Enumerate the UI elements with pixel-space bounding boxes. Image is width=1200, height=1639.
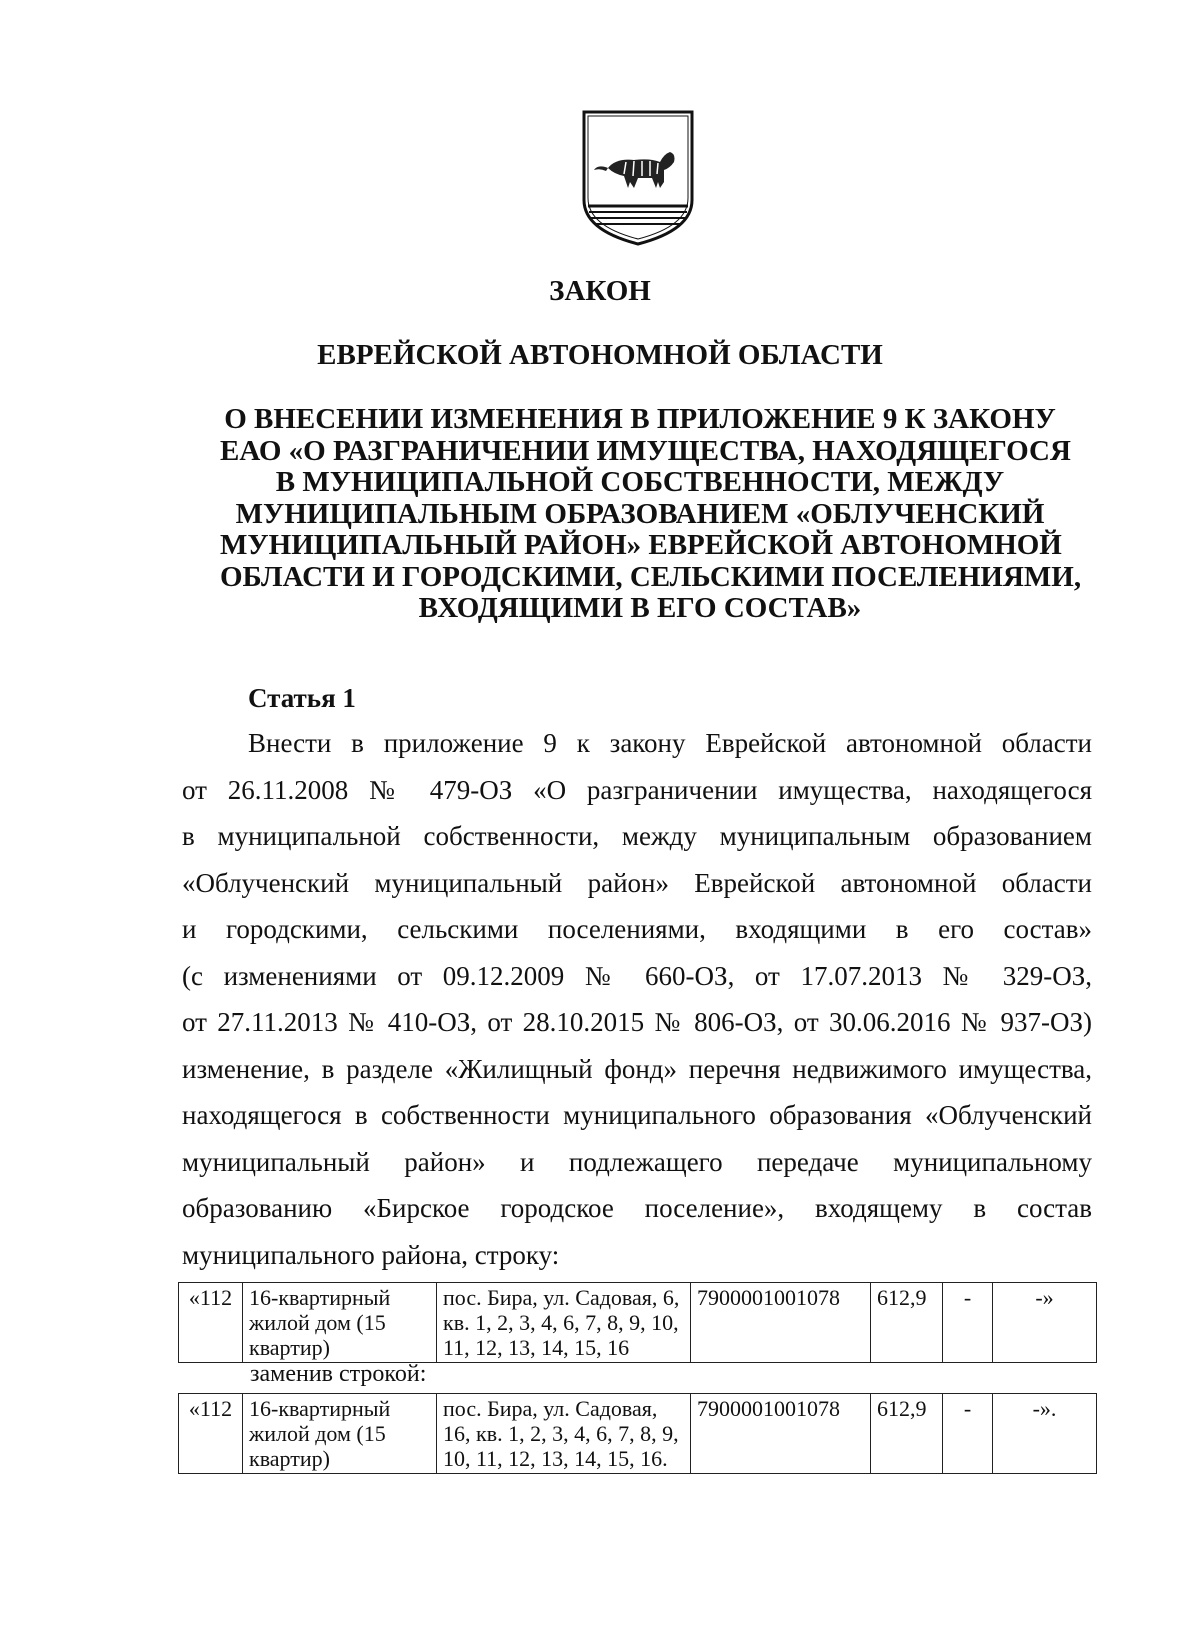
law-subject-line: ОБЛАСТИ И ГОРОДСКИМИ, СЕЛЬСКИМИ ПОСЕЛЕНИЯМИ, — [220, 560, 1082, 593]
article-line: изменение, в разделе «Жилищный фонд» перечня недвижимого имущества, — [182, 1053, 1092, 1084]
article-body — [182, 720, 1092, 1278]
article-line: образованию «Бирское городское поселение», входящему в состав — [182, 1193, 1092, 1223]
article-line: «Облученский муниципальный район» Еврейской автономной области — [182, 867, 1092, 898]
article-line: Внести в приложение 9 к закону Еврейской автономной области — [248, 728, 1092, 758]
coat-of-arms-tiger-icon — [578, 108, 698, 248]
object-name: 16-квартирный жилой дом (15 квартир) — [243, 1283, 437, 1363]
object-area: 612,9 — [871, 1394, 943, 1474]
empty-cell: - — [943, 1394, 993, 1474]
article-line: муниципальный район» и подлежащего передаче муниципальному — [182, 1146, 1092, 1177]
old-row-table — [178, 1282, 1097, 1363]
law-title: ЗАКОН — [549, 275, 651, 307]
law-subject-line: ЕАО «О РАЗГРАНИЧЕНИИ ИМУЩЕСТВА, НАХОДЯЩЕГОСЯ — [220, 434, 1071, 467]
region-title: ЕВРЕЙСКОЙ АВТОНОМНОЙ ОБЛАСТИ — [317, 339, 883, 371]
article-line: в муниципальной собственности, между муниципальным образованием — [182, 821, 1092, 851]
table-row — [179, 1394, 1097, 1474]
new-row-table — [178, 1393, 1097, 1474]
empty-cell: - — [943, 1283, 993, 1363]
registry-code: 7900001001078 — [691, 1394, 871, 1474]
object-area: 612,9 — [871, 1283, 943, 1363]
table-row — [179, 1283, 1097, 1363]
article-line: находящегося в собственности муниципального образования «Облученский — [182, 1100, 1092, 1130]
law-subject — [220, 403, 1082, 625]
replacement-label: заменив строкой: — [250, 1361, 427, 1387]
article-line: и городскими, сельскими поселениями, входящими в его состав» — [182, 914, 1092, 944]
object-address: пос. Бира, ул. Садовая, 16, кв. 1, 2, 3, 4, 6, 7, 8, 9, 10, 11, 12, 13, 14, 15, 16. — [437, 1394, 691, 1474]
law-subject-line: ВХОДЯЩИМИ В ЕГО СОСТАВ» — [418, 592, 862, 624]
article-line: от 27.11.2013 № 410-ОЗ, от 28.10.2015 № 806-ОЗ, от 30.06.2016 № 937-ОЗ) — [182, 1007, 1092, 1037]
row-end: -». — [993, 1394, 1097, 1474]
article-line: от 26.11.2008 № 479-ОЗ «О разграничении имущества, находящегося — [182, 774, 1092, 805]
row-number: «112 — [179, 1283, 243, 1363]
object-address: пос. Бира, ул. Садовая, 6, кв. 1, 2, 3, 4, 6, 7, 8, 9, 10, 11, 12, 13, 14, 15, 16 — [437, 1283, 691, 1363]
row-number: «112 — [179, 1394, 243, 1474]
article-title: Статья 1 — [248, 683, 356, 713]
row-end: -» — [993, 1283, 1097, 1363]
registry-code: 7900001001078 — [691, 1283, 871, 1363]
law-subject-line: В МУНИЦИПАЛЬНОЙ СОБСТВЕННОСТИ, МЕЖДУ — [275, 466, 1005, 498]
law-subject-line: МУНИЦИПАЛЬНЫЙ РАЙОН» ЕВРЕЙСКОЙ АВТОНОМНОЙ — [220, 529, 1062, 561]
law-subject-line: МУНИЦИПАЛЬНЫМ ОБРАЗОВАНИЕМ «ОБЛУЧЕНСКИЙ — [235, 497, 1045, 530]
law-subject-line: О ВНЕСЕНИИ ИЗМЕНЕНИЯ В ПРИЛОЖЕНИЕ 9 К ЗАКОНУ — [224, 403, 1056, 435]
article-line: (с изменениями от 09.12.2009 № 660-ОЗ, от 17.07.2013 № 329-ОЗ, — [182, 960, 1092, 991]
article-line: муниципального района, строку: — [182, 1239, 560, 1270]
object-name: 16-квартирный жилой дом (15 квартир) — [243, 1394, 437, 1474]
